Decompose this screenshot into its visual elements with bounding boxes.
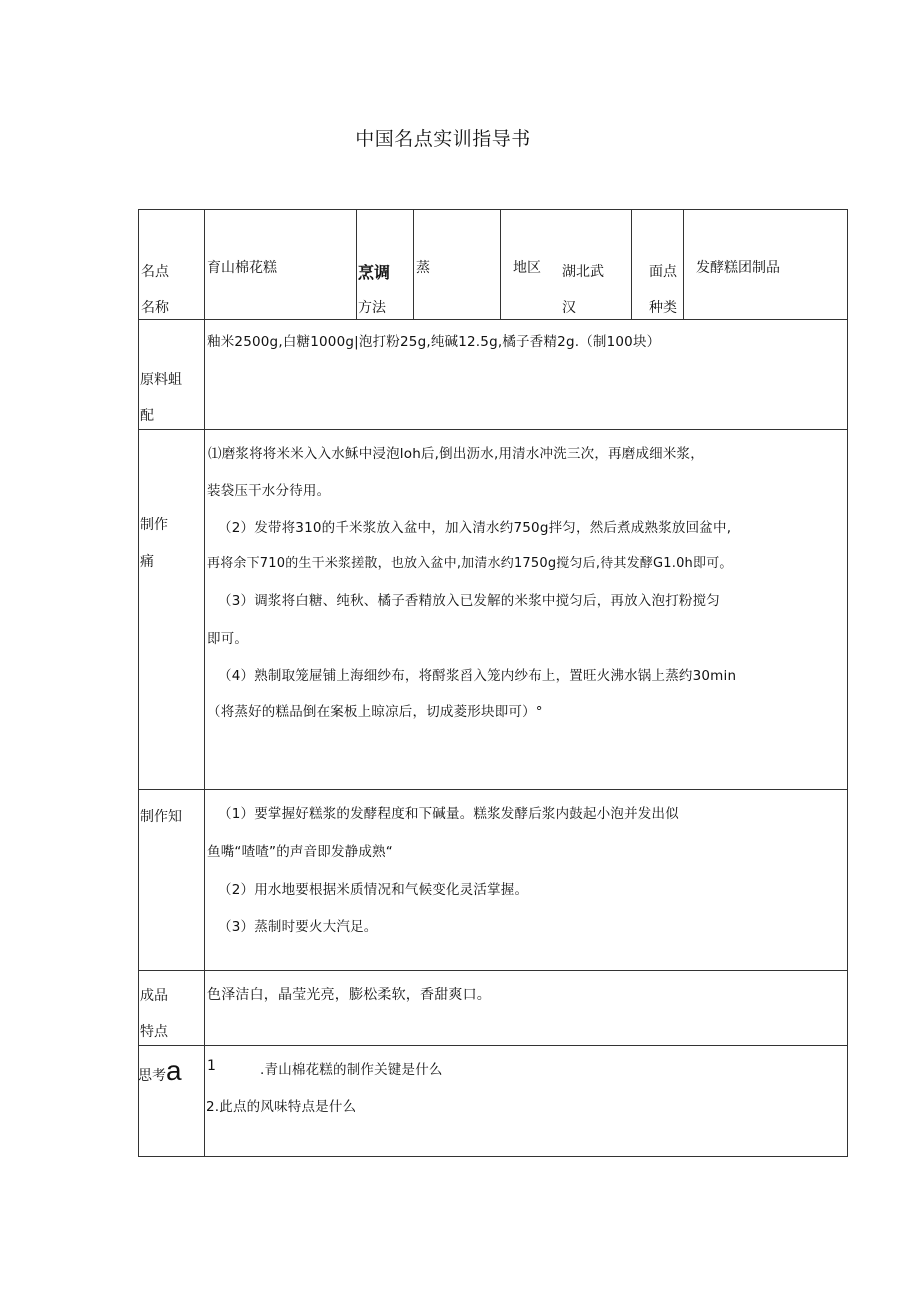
tips-label: 制作知 xyxy=(140,809,182,825)
process-line: 即可。 xyxy=(207,631,249,647)
questions-label-text: 思考 xyxy=(138,1068,166,1084)
method-label: 烹调 xyxy=(358,263,391,282)
features-label: 特点 xyxy=(140,1024,168,1040)
label-column-divider xyxy=(204,209,205,1157)
process-line: 再将余下710的生干米浆搓散，也放入盆中,加清水约1750g搅匀后,待其发酵G1.0h即可。 xyxy=(207,556,733,571)
question-number: 1 xyxy=(207,1058,217,1074)
name-label: 名称 xyxy=(141,300,169,316)
type-label: 面点 xyxy=(649,264,677,280)
tips-line: （2）用水地要根据米质情况和气候变化灵活掌握。 xyxy=(218,882,529,898)
row-divider xyxy=(138,1045,848,1046)
process-line: 装袋压干水分待用。 xyxy=(207,483,331,499)
process-label: 痛 xyxy=(140,554,154,570)
ingredients-label: 配 xyxy=(140,408,154,424)
type-value: 发酵糕团制品 xyxy=(696,260,780,276)
process-line: （2）发带将310的千米浆放入盆中，加入清水约750g拌匀，然后煮成熟浆放回盆中, xyxy=(218,520,732,536)
name-value: 育山棉花糕 xyxy=(207,260,277,276)
row-divider xyxy=(138,429,848,430)
header-column-divider xyxy=(356,209,357,319)
header-column-divider xyxy=(631,209,632,319)
question-text: .青山棉花糕的制作关键是什么 xyxy=(260,1062,443,1078)
question-text: 2.此点的风味特点是什么 xyxy=(206,1099,357,1115)
tips-line: （1）要掌握好糕浆的发酵程度和下碱量。糕浆发酵后浆内鼓起小泡并发出似 xyxy=(218,806,679,822)
type-label: 种类 xyxy=(649,300,677,316)
page-title: 中国名点实训指导书 xyxy=(355,128,531,150)
instruction-table xyxy=(138,209,848,1157)
tips-line: （3）蒸制时要火大汽足。 xyxy=(218,919,378,935)
features-text: 色泽洁白，晶莹光亮，膨松柔软，香甜爽口。 xyxy=(207,987,491,1003)
row-divider xyxy=(138,319,848,320)
row-divider xyxy=(138,970,848,971)
table-border-right xyxy=(847,209,848,1157)
header-column-divider xyxy=(413,209,414,319)
tips-line: 鱼嘴“喳喳”的声音即发静成熟“ xyxy=(207,844,393,860)
process-label: 制作 xyxy=(140,517,168,533)
name-label: 名点 xyxy=(141,264,169,280)
process-line: （4）熟制取笼屉铺上海细纱布，将酹浆舀入笼内纱布上，置旺火沸水锅上蒸约30min xyxy=(218,668,737,684)
ingredients-label: 原料蛆 xyxy=(140,372,182,388)
header-column-divider xyxy=(500,209,501,319)
method-label: 方法 xyxy=(358,300,386,316)
table-border-bottom xyxy=(138,1156,848,1157)
region-label: 地区 xyxy=(513,260,541,276)
table-border-top xyxy=(138,209,848,210)
questions-label xyxy=(138,1057,182,1085)
region-value: 湖北武 xyxy=(562,264,604,280)
ingredients-text: 釉米2500g,白糖1000g|泡打粉25g,纯碱12.5g,橘子香精2g.（制100块） xyxy=(207,334,661,350)
process-line: （3）调浆将白糖、纯秋、橘子香精放入已发解的米浆中搅匀后，再放入泡打粉搅匀 xyxy=(218,593,720,609)
features-label: 成品 xyxy=(140,988,168,1004)
process-line: （将蒸好的糕品倒在案板上晾凉后，切成菱形块即可）° xyxy=(207,704,543,720)
questions-label-glyph: a xyxy=(166,1055,182,1086)
region-value: 汉 xyxy=(562,300,576,316)
header-column-divider xyxy=(683,209,684,319)
method-value: 蒸 xyxy=(416,260,430,276)
row-divider xyxy=(138,789,848,790)
table-border-left xyxy=(138,209,139,1157)
process-line: ⑴磨浆将将米米入入水稣中浸泡loh后,倒出沥水,用清水冲洗三次，再磨成细米浆， xyxy=(208,446,704,462)
